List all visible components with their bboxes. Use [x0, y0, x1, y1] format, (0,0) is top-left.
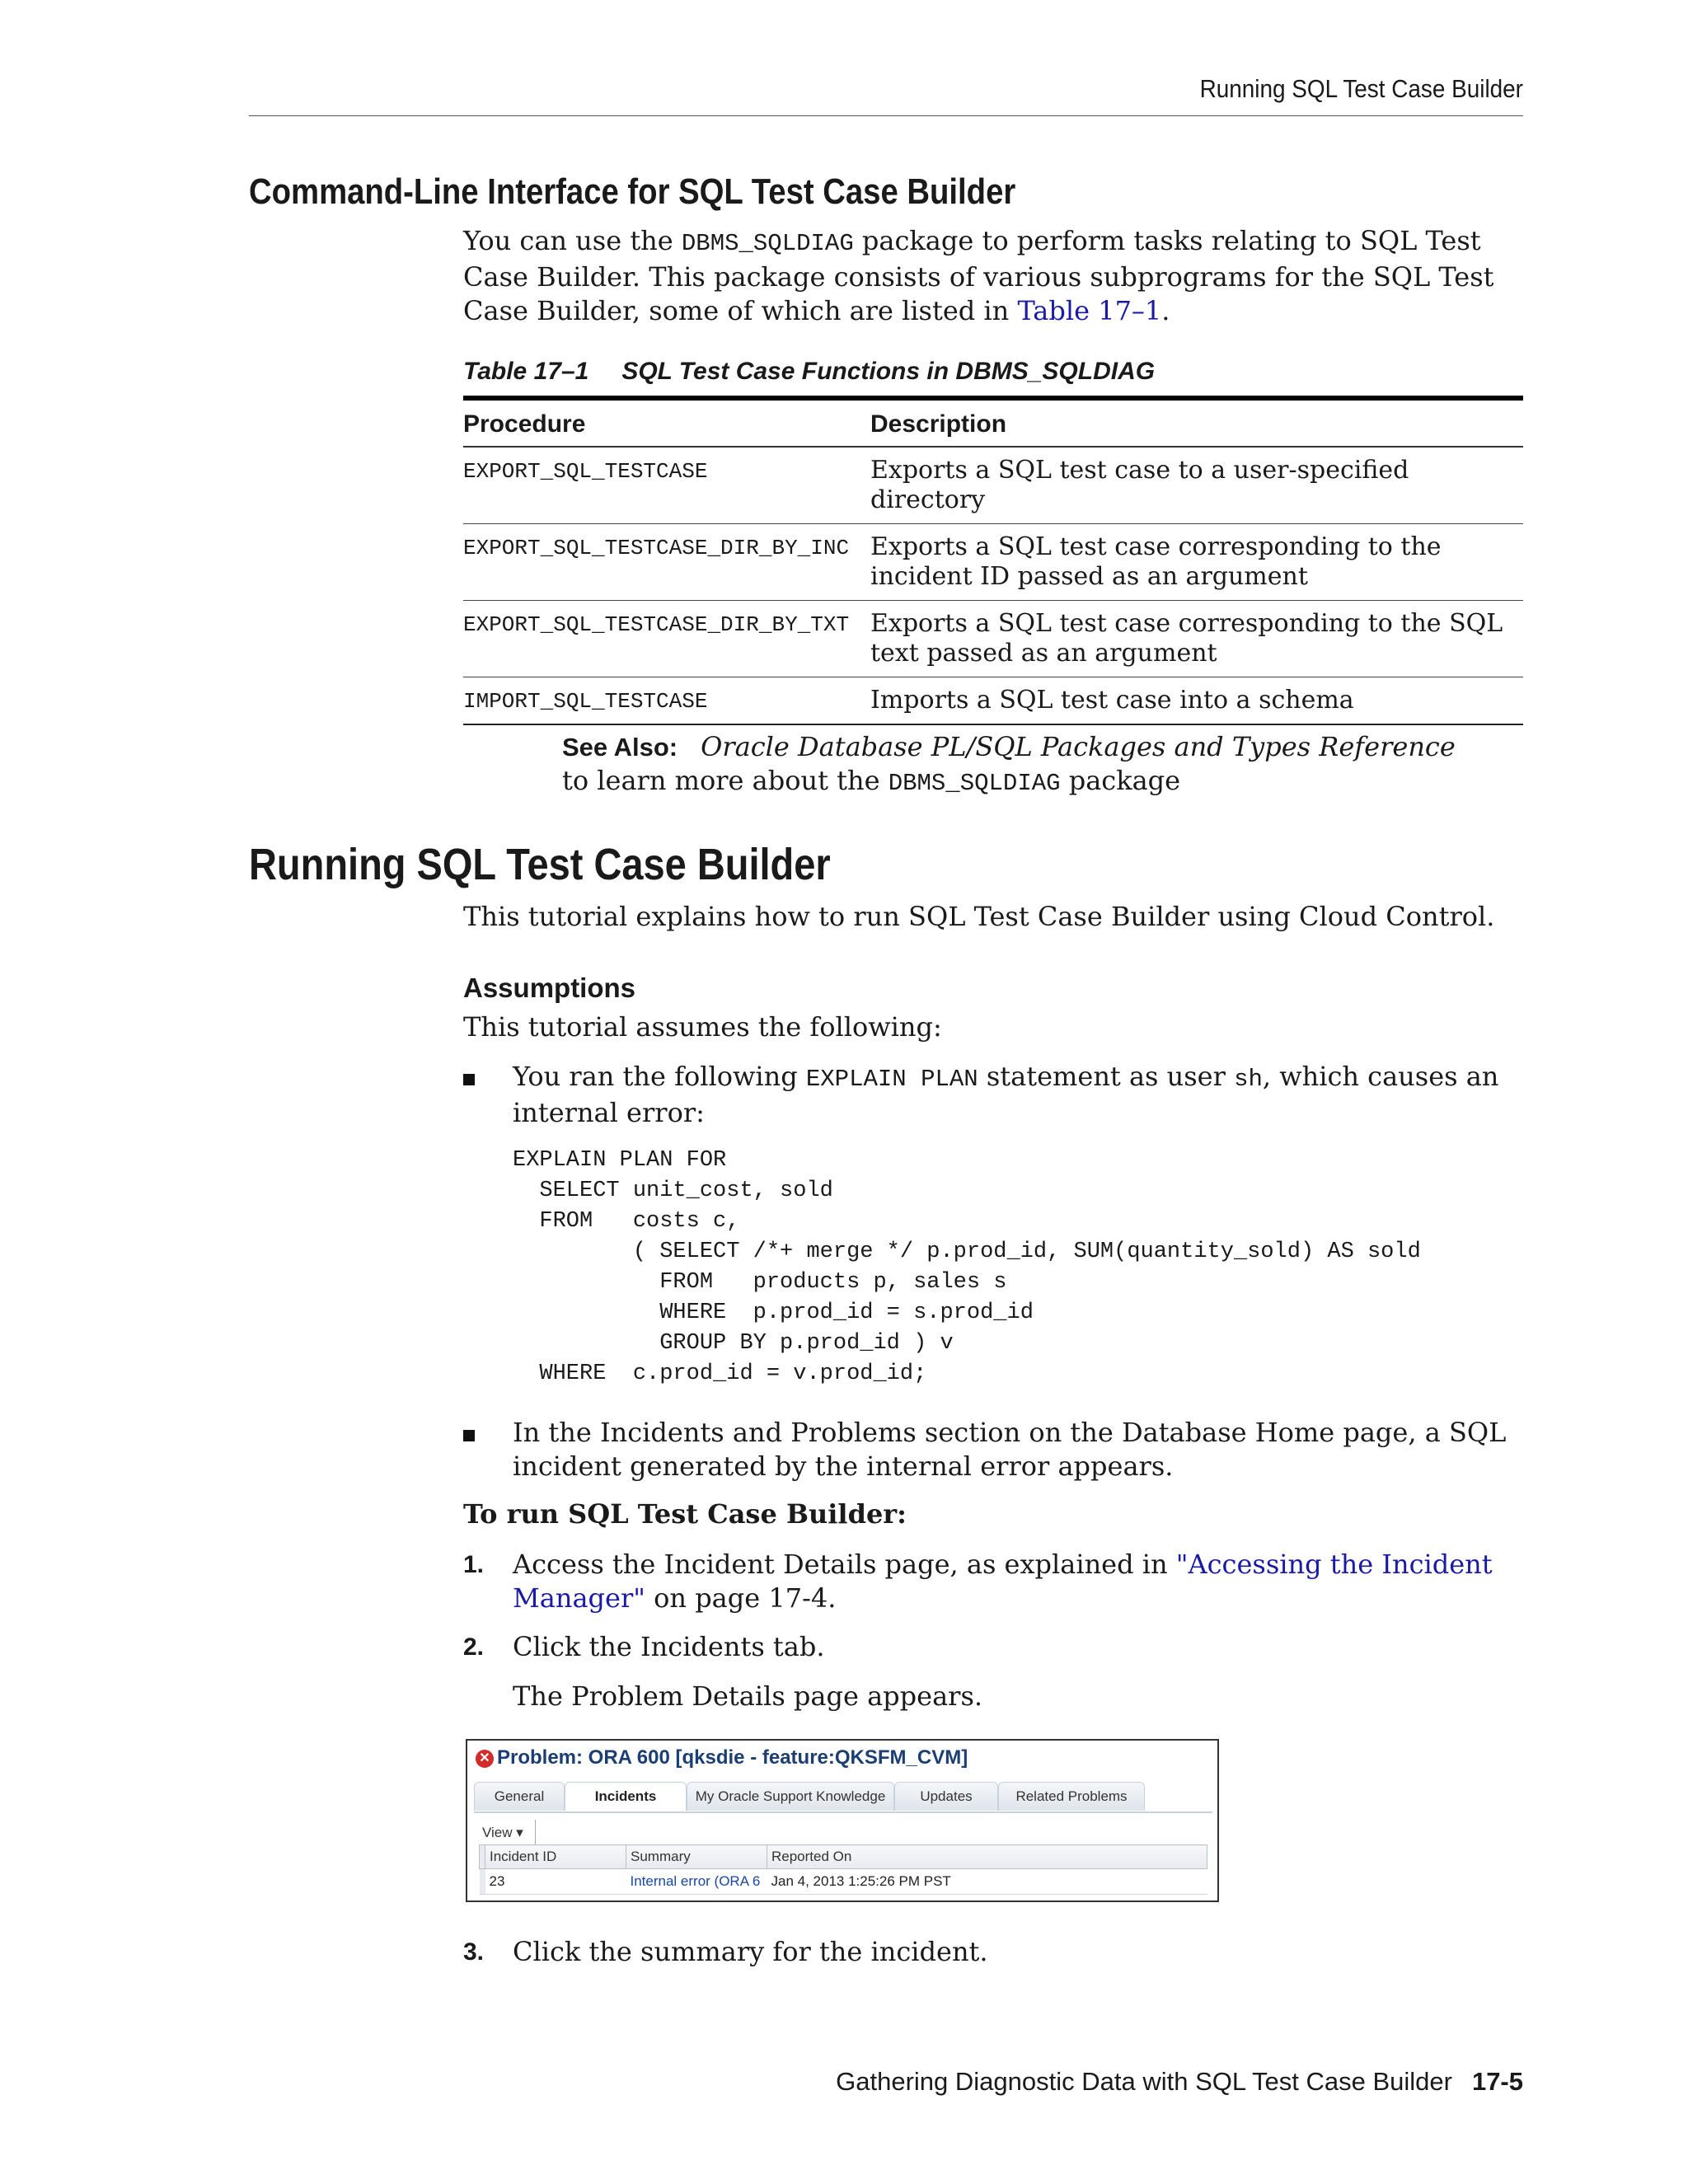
page-footer [836, 2067, 1523, 2097]
section-title-command-line: Command-Line Interface for SQL Test Case Builder [249, 171, 1016, 212]
bullet-item: You ran the following EXPLAIN PLAN statement as user sh, which causes an internal error: [513, 1061, 1499, 1128]
table-row [463, 677, 1523, 725]
assumes-paragraph: This tutorial assumes the following: [463, 1011, 942, 1043]
intro-paragraph: You can use the DBMS_SQLDIAG package to perform tasks relating to SQL Test Case Builder. This package consists of various subprograms for the SQL Test Case Builder, some of which are listed in Table 17–1. [463, 225, 1494, 326]
procedure-cell: IMPORT_SQL_TESTCASE [463, 677, 870, 725]
table-row [463, 601, 1523, 677]
tab-incidents[interactable]: Incidents [565, 1782, 687, 1811]
running-header: Running SQL Test Case Builder [1199, 74, 1523, 103]
description-cell: Imports a SQL test case into a schema [870, 677, 1523, 725]
grid-row-selector [480, 1869, 485, 1895]
bullet-item: In the Incidents and Problems section on the Database Home page, a SQL incident generated by the internal error appears. [513, 1417, 1507, 1482]
tab-related-problems[interactable]: Related Problems [998, 1782, 1145, 1811]
table-row [480, 1869, 1207, 1895]
code-dbms-sqldiag: DBMS_SQLDIAG [681, 230, 854, 257]
code-dbms-sqldiag: DBMS_SQLDIAG [888, 770, 1061, 797]
problem-title: ✕ Problem: ORA 600 [qksdie - feature:QKSFM_CVM] [476, 1746, 968, 1769]
procedure-heading: To run SQL Test Case Builder: [463, 1498, 907, 1530]
view-menu[interactable]: View ▾ [482, 1820, 536, 1846]
grid-header-incident-id[interactable]: Incident ID [485, 1845, 626, 1869]
grid-header-reported-on[interactable]: Reported On [767, 1845, 1207, 1869]
grid-row-header [480, 1845, 485, 1869]
bullet-marker [463, 1430, 475, 1441]
problem-tabs [474, 1782, 1212, 1813]
error-circle-icon: ✕ [476, 1750, 494, 1768]
functions-table [463, 396, 1523, 725]
tutorial-paragraph: This tutorial explains how to run SQL Test Case Builder using Cloud Control. [463, 901, 1495, 932]
tab-general[interactable]: General [474, 1782, 565, 1811]
footer-title: Gathering Diagnostic Data with SQL Test Case Builder [836, 2067, 1452, 2096]
grid-header-summary[interactable]: Summary [626, 1845, 767, 1869]
column-header-procedure: Procedure [463, 398, 870, 447]
table-row [463, 524, 1523, 601]
step-result-text: The Problem Details page appears. [513, 1680, 983, 1712]
procedure-cell: EXPORT_SQL_TESTCASE_DIR_BY_TXT [463, 601, 870, 677]
incidents-grid [479, 1844, 1207, 1895]
description-cell: Exports a SQL test case corresponding to the incident ID passed as an argument [870, 524, 1523, 601]
reported-on-cell: Jan 4, 2013 1:25:26 PM PST [767, 1869, 1207, 1895]
accessing-incident-manager-link[interactable]: "Accessing the Incident Manager" [513, 1549, 1493, 1614]
tab-my-oracle-support-knowledge[interactable]: My Oracle Support Knowledge [687, 1782, 894, 1811]
code-block: EXPLAIN PLAN FOR SELECT unit_cost, sold FROM costs c, ( SELECT /*+ merge */ p.prod_id, SUM(quantity_sold) AS sold FROM products p, sales s WHERE p.prod_id = s.prod_id GROUP BY p.prod_id ) v WHERE c.prod_id = v.prod_id; [513, 1148, 1421, 1386]
table-17-1-link[interactable]: Table 17–1 [1017, 295, 1162, 326]
page-number: 17-5 [1471, 2067, 1523, 2096]
description-cell: Exports a SQL test case corresponding to the SQL text passed as an argument [870, 601, 1523, 677]
table-caption [463, 358, 1155, 386]
bullet-marker [463, 1074, 475, 1085]
step-number: 2. [463, 1633, 485, 1661]
step-text: Click the summary for the incident. [513, 1936, 988, 1967]
incident-id-cell: 23 [485, 1869, 626, 1895]
column-header-description: Description [870, 398, 1523, 447]
reference-title: Oracle Database PL/SQL Packages and Types Reference [701, 731, 1456, 762]
table-row [463, 447, 1523, 524]
procedure-cell: EXPORT_SQL_TESTCASE_DIR_BY_INC [463, 524, 870, 601]
section-title-running: Running SQL Test Case Builder [249, 840, 831, 889]
header-rule [249, 115, 1523, 116]
step-number: 1. [463, 1551, 485, 1578]
description-cell: Exports a SQL test case to a user-specified directory [870, 447, 1523, 524]
code-user-sh: sh [1234, 1066, 1263, 1093]
tab-updates[interactable]: Updates [894, 1782, 998, 1811]
problem-details-screenshot [466, 1739, 1219, 1902]
step-text: Click the Incidents tab. [513, 1631, 825, 1662]
procedure-cell: EXPORT_SQL_TESTCASE [463, 447, 870, 524]
assumptions-heading: Assumptions [463, 972, 636, 1003]
step-number: 3. [463, 1938, 485, 1966]
see-also-label: See Also: [562, 733, 678, 762]
incident-summary-link[interactable]: Internal error (ORA 6 [626, 1869, 767, 1895]
see-also-note: See Also: Oracle Database PL/SQL Packages and Types Reference to learn more about the DBMS_SQLDIAG package [562, 731, 1456, 797]
code-explain-plan: EXPLAIN PLAN [805, 1066, 978, 1093]
table-caption-number: Table 17–1 [463, 358, 589, 385]
table-caption-title: SQL Test Case Functions in DBMS_SQLDIAG [621, 358, 1156, 385]
step-text: Access the Incident Details page, as explained in "Accessing the Incident Manager" on page 17-4. [513, 1549, 1493, 1614]
